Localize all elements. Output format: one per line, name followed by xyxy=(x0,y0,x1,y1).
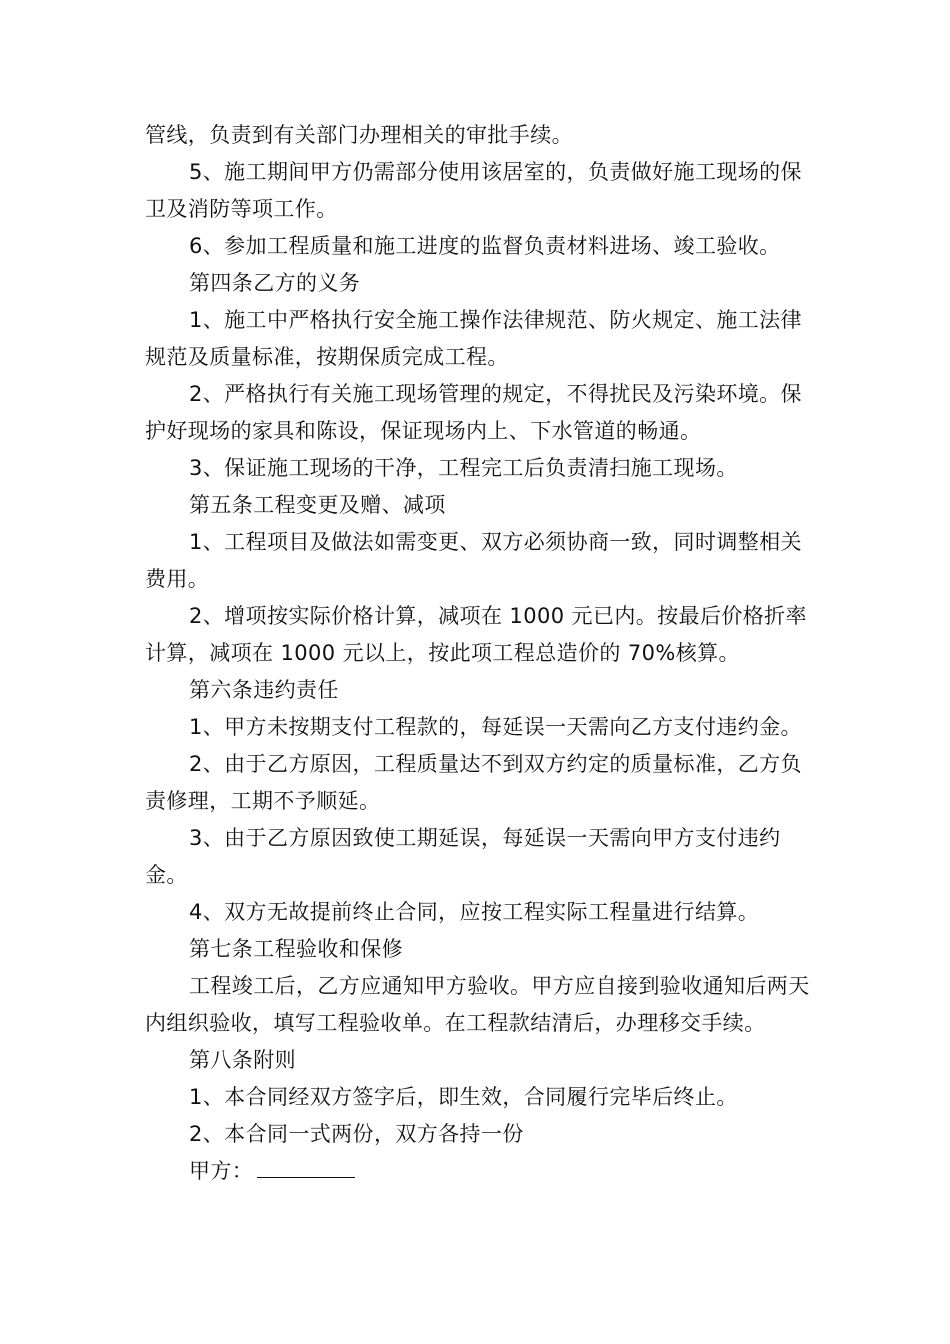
paragraph: 管线，负责到有关部门办理相关的审批手续。 xyxy=(145,123,573,147)
paragraph: 4、双方无故提前终止合同，应按工程实际工程量进行结算。 xyxy=(189,900,760,924)
paragraph: 2、严格执行有关施工现场管理的规定，不得扰民及污染环境。保护好现场的家具和陈设，保证现场内上、下水管道的畅通。 xyxy=(145,382,802,443)
paragraph: 2、本合同一式两份，双方各持一份 xyxy=(189,1122,524,1146)
paragraph: 1、施工中严格执行安全施工操作法律规范、防火规定、施工法律规范及质量标准，按期保质完成工程。 xyxy=(145,308,802,369)
section-heading: 第五条工程变更及赠、减项 xyxy=(189,493,446,517)
signature-blank-line xyxy=(257,1153,355,1178)
section-heading: 第四条乙方的义务 xyxy=(189,271,361,295)
paragraph: 1、甲方未按期支付工程款的，每延误一天需向乙方支付违约金。 xyxy=(189,715,802,739)
paragraph: 2、增项按实际价格计算，减项在 1000 元已内。按最后价格折率计算，减项在 1000 元以上，按此项工程总造价的 70%核算。 xyxy=(145,604,807,665)
paragraph: 3、由于乙方原因致使工期延误，每延误一天需向甲方支付违约金。 xyxy=(145,826,781,887)
paragraph: 2、由于乙方原因，工程质量达不到双方约定的质量标准，乙方负责修理，工期不予顺延。 xyxy=(145,752,802,813)
paragraph: 5、施工期间甲方仍需部分使用该居室的，负责做好施工现场的保卫及消防等项工作。 xyxy=(145,160,802,221)
paragraph: 3、保证施工现场的干净，工程完工后负责清扫施工现场。 xyxy=(189,456,738,480)
section-heading: 第七条工程验收和保修 xyxy=(189,937,403,961)
paragraph: 工程竣工后，乙方应通知甲方验收。甲方应自接到验收通知后两天内组织验收，填写工程验收单。在工程款结清后，办理移交手续。 xyxy=(145,974,810,1035)
paragraph: 1、本合同经双方签字后，即生效，合同履行完毕后终止。 xyxy=(189,1085,738,1109)
signature-row xyxy=(145,1153,811,1190)
section-heading: 第八条附则 xyxy=(189,1048,296,1072)
document-body xyxy=(145,117,811,1190)
signature-label: 甲方： xyxy=(189,1159,254,1183)
paragraph: 6、参加工程质量和施工进度的监督负责材料进场、竣工验收。 xyxy=(189,234,781,258)
paragraph: 1、工程项目及做法如需变更、双方必须协商一致，同时调整相关费用。 xyxy=(145,530,802,591)
section-heading: 第六条违约责任 xyxy=(189,678,339,702)
